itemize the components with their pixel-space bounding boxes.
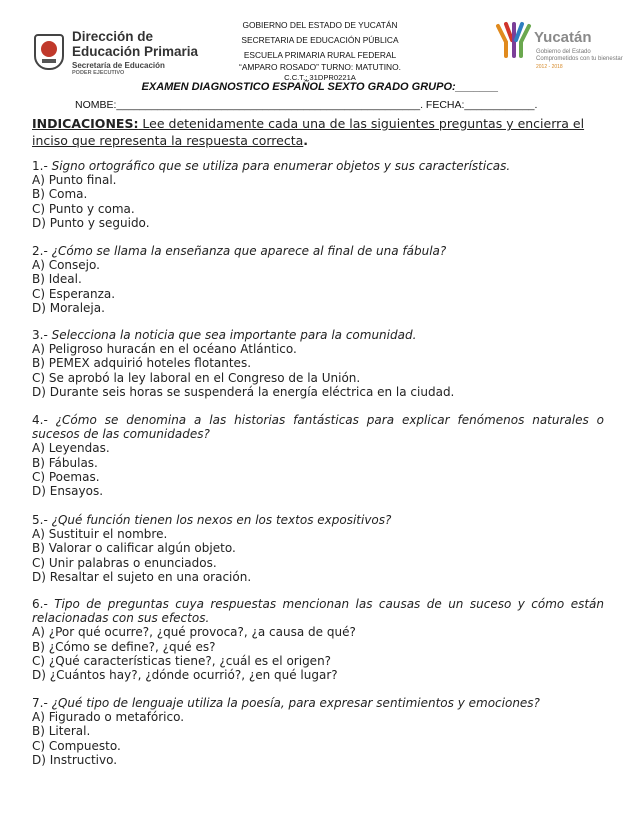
yucatan-emblem-icon [494, 20, 532, 62]
logo-left-line-3: Secretaría de Educación [72, 61, 165, 70]
question-2-stem [32, 244, 604, 258]
header-line-3: ESCUELA PRIMARIA RURAL FEDERAL [243, 50, 397, 60]
instructions-end: . [303, 133, 309, 148]
question-4-option-a[interactable]: A) Leyendas. [32, 441, 110, 456]
question-7-number: 7.- [32, 696, 48, 710]
yucatan-logo-line-2: Comprometidos con tu bienestar [536, 56, 623, 62]
question-3-option-a[interactable]: A) Peligroso huracán en el océano Atlántico. [32, 342, 297, 357]
question-2 [32, 244, 604, 315]
question-7-stem [32, 696, 604, 710]
question-7-option-b[interactable]: B) Literal. [32, 724, 91, 739]
question-5-text: ¿Qué función tienen los nexos en los textos expositivos? [47, 513, 392, 527]
question-1 [32, 159, 604, 230]
question-7 [32, 696, 604, 767]
question-1-option-a[interactable]: A) Punto final. [32, 173, 117, 188]
question-1-option-d[interactable]: D) Punto y seguido. [32, 215, 150, 230]
header-line-2: SECRETARIA DE EDUCACIÓN PÚBLICA [241, 35, 399, 45]
question-4-option-c[interactable]: C) Poemas. [32, 469, 100, 484]
question-5 [32, 513, 604, 584]
question-1-number: 1.- [32, 159, 48, 173]
question-6-text: Tipo de preguntas cuya respuestas mencionan las causas de un suceso y cómo están relacionadas con sus efectos. [32, 597, 604, 626]
question-6-stem [32, 597, 604, 625]
question-3-option-b[interactable]: B) PEMEX adquirió hoteles flotantes. [32, 356, 252, 371]
question-5-option-b[interactable]: B) Valorar o calificar algún objeto. [32, 541, 236, 556]
question-5-option-a[interactable]: A) Sustituir el nombre. [32, 527, 168, 542]
question-2-option-c[interactable]: C) Esperanza. [32, 286, 116, 301]
question-5-option-d[interactable]: D) Resaltar el sujeto en una oración. [32, 569, 252, 584]
question-3 [32, 328, 604, 399]
question-7-option-c[interactable]: C) Compuesto. [32, 738, 121, 753]
question-7-text: ¿Qué tipo de lenguaje utiliza la poesía, para expresar sentimientos y emociones? [47, 696, 540, 710]
question-2-option-b[interactable]: B) Ideal. [32, 272, 82, 287]
exam-title: EXAMEN DIAGNOSTICO ESPAÑOL SEXTO GRADO GRUPO:_______ [141, 81, 499, 93]
student-name-date-line: NOMBE:____________________________________________________. FECHA:____________. [75, 99, 538, 111]
question-2-number: 2.- [32, 244, 48, 258]
question-6-option-a[interactable]: A) ¿Por qué ocurre?, ¿qué provoca?, ¿a causa de qué? [32, 625, 356, 640]
header-line-4: “AMPARO ROSADO” TURNO: MATUTINO. [239, 62, 401, 72]
question-3-text: Selecciona la noticia que sea importante para la comunidad. [47, 328, 417, 342]
question-6-option-b[interactable]: B) ¿Cómo se define?, ¿qué es? [32, 639, 216, 654]
yucatan-logo-years: 2012 - 2018 [536, 64, 563, 70]
logo-left-line-4: PODER EJECUTIVO [72, 70, 125, 76]
question-6 [32, 597, 604, 682]
direccion-educacion-primaria-logo [32, 24, 199, 80]
question-4-option-d[interactable]: D) Ensayos. [32, 484, 104, 499]
question-5-option-c[interactable]: C) Unir palabras o enunciados. [32, 555, 217, 570]
gobierno-yucatan-logo [494, 20, 623, 76]
question-5-number: 5.- [32, 513, 48, 527]
question-3-option-c[interactable]: C) Se aprobó la ley laboral en el Congreso de la Unión. [32, 370, 361, 385]
instructions [32, 115, 612, 149]
question-7-option-d[interactable]: D) Instructivo. [32, 752, 118, 767]
question-3-number: 3.- [32, 328, 48, 342]
header-line-1: GOBIERNO DEL ESTADO DE YUCATÁN [242, 20, 398, 30]
header-line-5: C.C.T.: 31DPR0221A [284, 73, 356, 82]
question-6-option-d[interactable]: D) ¿Cuántos hay?, ¿dónde ocurrió?, ¿en qué lugar? [32, 668, 338, 683]
question-6-option-c[interactable]: C) ¿Qué características tiene?, ¿cuál es el origen? [32, 653, 332, 668]
question-1-text: Signo ortográfico que se utiliza para enumerar objetos y sus características. [47, 159, 511, 173]
question-1-option-b[interactable]: B) Coma. [32, 187, 88, 202]
coat-of-arms-icon [34, 34, 64, 70]
question-4-option-b[interactable]: B) Fábulas. [32, 455, 98, 470]
question-7-option-a[interactable]: A) Figurado o metafórico. [32, 710, 185, 725]
question-4 [32, 413, 604, 498]
instructions-label: INDICACIONES: [32, 116, 139, 131]
question-4-number: 4.- [32, 413, 48, 427]
question-3-stem [32, 328, 604, 342]
question-1-stem [32, 159, 604, 173]
question-2-option-d[interactable]: D) Moraleja. [32, 300, 105, 315]
question-4-stem [32, 413, 604, 441]
question-5-stem [32, 513, 604, 527]
question-4-text: ¿Cómo se denomina a las historias fantásticas para explicar fenómenos naturales o sucesos de las comunidades? [32, 413, 604, 442]
logo-left-line-2: Educación Primaria [72, 44, 199, 59]
question-3-option-d[interactable]: D) Durante seis horas se suspenderá la energía eléctrica en la ciudad. [32, 384, 455, 399]
yucatan-logo-line-1: Gobierno del Estado [536, 49, 591, 55]
logo-left-line-1: Dirección de [72, 29, 154, 44]
yucatan-logo-name: Yucatán [534, 29, 592, 46]
instructions-text: Lee detenidamente cada una de las siguientes preguntas y encierra el inciso que representa la respuesta correcta [32, 116, 585, 148]
question-1-option-c[interactable]: C) Punto y coma. [32, 201, 135, 216]
question-2-text: ¿Cómo se llama la enseñanza que aparece al final de una fábula? [47, 244, 447, 258]
question-2-option-a[interactable]: A) Consejo. [32, 258, 100, 273]
question-6-number: 6.- [32, 597, 48, 611]
